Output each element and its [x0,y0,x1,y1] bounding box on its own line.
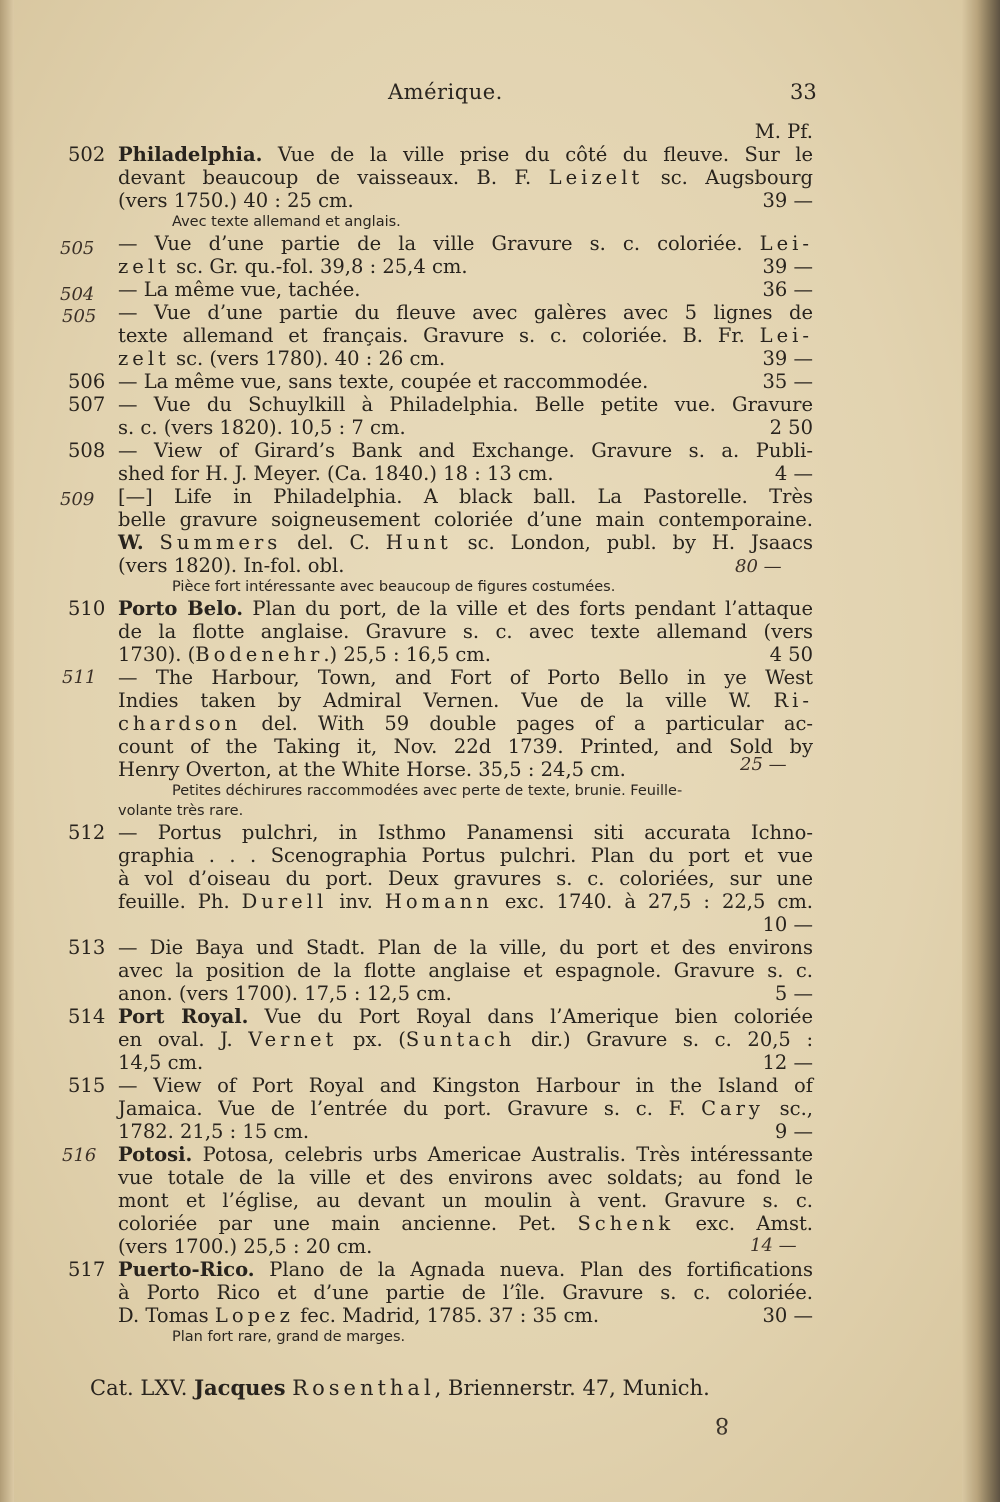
entry-text: 1730). (Bodenehr.) 25,5 : 16,5 cm. [118,643,491,666]
entry-line [68,485,813,508]
lot-price: 4 50 [769,643,813,666]
entry-text: zelt sc. (vers 1780). 40 : 26 cm. [118,347,446,370]
entry-line [68,1120,813,1143]
lot-price: 9 — [774,1120,813,1143]
entry-text: vue totale de la ville et des environs avec soldats; au fond le [118,1166,813,1189]
entry-text: mont et l’église, au devant un moulin à vent. Gravure s. c. [118,1189,813,1212]
entry-text: coloriée par une main ancienne. Pet. Schenk exc. Amst. [118,1212,814,1235]
entry-note: Plan fort rare, grand de marges. [172,1329,406,1345]
entry-line [68,821,813,844]
catalog-column [68,120,813,1347]
entry-text: W. Summers del. C. Hunt sc. London, publ. by H. Jsaacs [118,531,813,554]
entry-text: (vers 1820). In-fol. obl. [118,554,345,577]
entry-line [68,689,813,712]
entry-line [68,393,813,416]
lot-price: 2 50 [769,416,813,439]
lot-price: 30 — [762,1304,813,1327]
entry-text: [—] Life in Philadelphia. A black ball. La Pastorelle. Très [118,485,813,508]
entry-line [68,301,813,324]
lot-price: 39 — [762,347,813,370]
entry-text: texte allemand et français. Gravure s. c. coloriée. B. Fr. Lei- [118,324,813,347]
lot-number: 512 [68,821,106,844]
entry-line [68,1258,813,1281]
section-title: Amérique. [388,80,503,104]
entry-line [68,324,813,347]
entry-line [68,758,813,781]
entry-line [68,416,813,439]
entry-line [68,143,813,166]
lot-number: 510 [68,597,106,620]
lot-price: 35 — [762,370,813,393]
entry-line [68,913,813,936]
entry-line [68,712,813,735]
entry-text: — Vue du Schuylkill à Philadelphia. Belle petite vue. Gravure [118,393,813,416]
entry-line [68,867,813,890]
handwritten-price: 25 — [740,754,787,775]
lot-number: 507 [68,393,106,416]
currency-header: M. Pf. [754,120,813,143]
lot-price: 39 — [762,189,813,212]
entry-text: Philadelphia. Vue de la ville prise du côté du fleuve. Sur le [118,143,813,166]
entry-text: en oval. J. Vernet px. (Suntach dir.) Gravure s. c. 20,5 : [118,1028,814,1051]
entry-text: 1782. 21,5 : 15 cm. [118,1120,310,1143]
entry-line [68,844,813,867]
entry-line [68,232,813,255]
lot-number: 506 [68,370,106,393]
handwritten-price: 80 — [735,556,782,577]
entry-line [68,1097,813,1120]
entry-text: à Porto Rico et d’une partie de l’île. Gravure s. c. coloriée. [118,1281,813,1304]
entry-text: Jamaica. Vue de l’entrée du port. Gravure s. c. F. Cary sc., [118,1097,813,1120]
entry-note: Pièce fort intéressante avec beaucoup de figures costumées. [172,579,616,595]
running-header [0,80,1000,110]
entry-line [68,735,813,758]
entry-line [68,890,813,913]
entry-line [68,982,813,1005]
entry-text: — Die Baya und Stadt. Plan de la ville, du port et des environs [118,936,813,959]
entry-text: feuille. Ph. Durell inv. Homann exc. 1740. à 27,5 : 22,5 cm. [118,890,814,913]
binding-gutter [0,0,14,1502]
entry-line [68,1281,813,1304]
entry-text: à vol d’oiseau du port. Deux gravures s. c. coloriées, sur une [118,867,813,890]
lot-price: 12 — [762,1051,813,1074]
handwritten-mark: 505 [62,306,97,327]
entry-line [68,1235,813,1258]
entry-text: belle gravure soigneusement coloriée d’une main contemporaine. [118,508,813,531]
handwritten-mark: 509 [60,489,95,510]
entry-text: Port Royal. Vue du Port Royal dans l’Amerique bien coloriée [118,1005,813,1028]
entry-text: — Vue d’une partie de la ville Gravure s. c. coloriée. Lei- [118,232,813,255]
entry-text: s. c. (vers 1820). 10,5 : 7 cm. [118,416,406,439]
entry-text: count of the Taking it, Nov. 22d 1739. Printed, and Sold by [118,735,813,758]
entry-text: (vers 1750.) 40 : 25 cm. [118,189,354,212]
entry-line [68,278,813,301]
entry-line [68,508,813,531]
entry-text: shed for H. J. Meyer. (Ca. 1840.) 18 : 13 cm. [118,462,554,485]
entry-line [68,1189,813,1212]
entry-text: Henry Overton, at the White Horse. 35,5 : 24,5 cm. [118,758,626,781]
catalog-footer: Cat. LXV. Jacques Rosenthal, Briennerstr. 47, Munich. [90,1375,710,1400]
lot-number: 515 [68,1074,106,1097]
signature-mark: 8 [715,1412,729,1437]
entry-text: — La même vue, tachée. [118,278,361,301]
handwritten-mark: 511 [62,667,97,688]
entry-line [68,959,813,982]
entry-text: (vers 1700.) 25,5 : 20 cm. [118,1235,373,1258]
handwritten-mark: 516 [62,1145,97,1166]
entry-line [68,620,813,643]
handwritten-price: 14 — [750,1235,797,1256]
entry-line [68,1074,813,1097]
lot-price: 4 — [774,462,813,485]
entry-text: chardson del. With 59 double pages of a particular ac- [118,712,813,735]
entry-line [68,554,813,577]
entry-line [68,1143,813,1166]
entry-text: — The Harbour, Town, and Fort of Porto Bello in ye West [118,666,813,689]
lot-number: 517 [68,1258,106,1281]
entry-line [68,531,813,554]
entry-text: Puerto-Rico. Plano de la Agnada nueva. Plan des fortifications [118,1258,813,1281]
entry-text: — Vue d’une partie du fleuve avec galères avec 5 lignes de [118,301,813,324]
entry-line [68,1166,813,1189]
entry-text: Porto Belo. Plan du port, de la ville et des forts pendant l’attaque [118,597,813,620]
entry-line [68,1304,813,1327]
entry-note: volante très rare. [118,803,244,819]
entry-line [68,936,813,959]
entry-text: D. Tomas Lopez fec. Madrid, 1785. 37 : 35 cm. [118,1304,600,1327]
handwritten-mark: 504 [60,284,95,305]
entry-line [68,643,813,666]
page-number: 33 [790,80,817,104]
entry-text: anon. (vers 1700). 17,5 : 12,5 cm. [118,982,452,1005]
entry-text: — View of Port Royal and Kingston Harbour in the Island of [118,1074,813,1097]
entry-line [68,1212,813,1235]
handwritten-mark: 505 [60,238,95,259]
entry-text: devant beaucoup de vaisseaux. B. F. Leizelt sc. Augsbourg [118,166,813,189]
entry-text: avec la position de la flotte anglaise et espagnole. Gravure s. c. [118,959,813,982]
lot-price: 39 — [762,255,813,278]
entry-text: — La même vue, sans texte, coupée et raccommodée. [118,370,649,393]
lot-price: 5 — [774,982,813,1005]
entry-text: Indies taken by Admiral Vernen. Vue de la ville W. Ri- [118,689,813,712]
entry-text: zelt sc. Gr. qu.-fol. 39,8 : 25,4 cm. [118,255,468,278]
entry-note: Petites déchirures raccommodées avec perte de texte, brunie. Feuille- [172,783,683,799]
entry-text: — Portus pulchri, in Isthmo Panamensi siti accurata Ichno- [118,821,813,844]
entry-line [68,462,813,485]
entry-line [68,189,813,212]
lot-price: 36 — [762,278,813,301]
entry-line [68,597,813,620]
entry-note: Avec texte allemand et anglais. [172,214,401,230]
entry-line [68,666,813,689]
entry-line [68,439,813,462]
lot-number: 514 [68,1005,106,1028]
entry-line [68,1028,813,1051]
entry-text: Potosi. Potosa, celebris urbs Americae Australis. Très intéressante [118,1143,813,1166]
entry-text: 14,5 cm. [118,1051,204,1074]
entry-text: graphia . . . Scenographia Portus pulchri. Plan du port et vue [118,844,813,867]
entry-line [68,166,813,189]
page-edge [962,0,1000,1502]
entry-line [68,1005,813,1028]
lot-number: 513 [68,936,106,959]
entry-line [68,370,813,393]
lot-price: 10 — [762,913,813,936]
entry-line [68,347,813,370]
entry-text: de la flotte anglaise. Gravure s. c. avec texte allemand (vers [118,620,813,643]
entry-line [68,255,813,278]
lot-number: 502 [68,143,106,166]
entry-line [68,1051,813,1074]
lot-number: 508 [68,439,106,462]
entry-text: — View of Girard’s Bank and Exchange. Gravure s. a. Publi- [118,439,813,462]
